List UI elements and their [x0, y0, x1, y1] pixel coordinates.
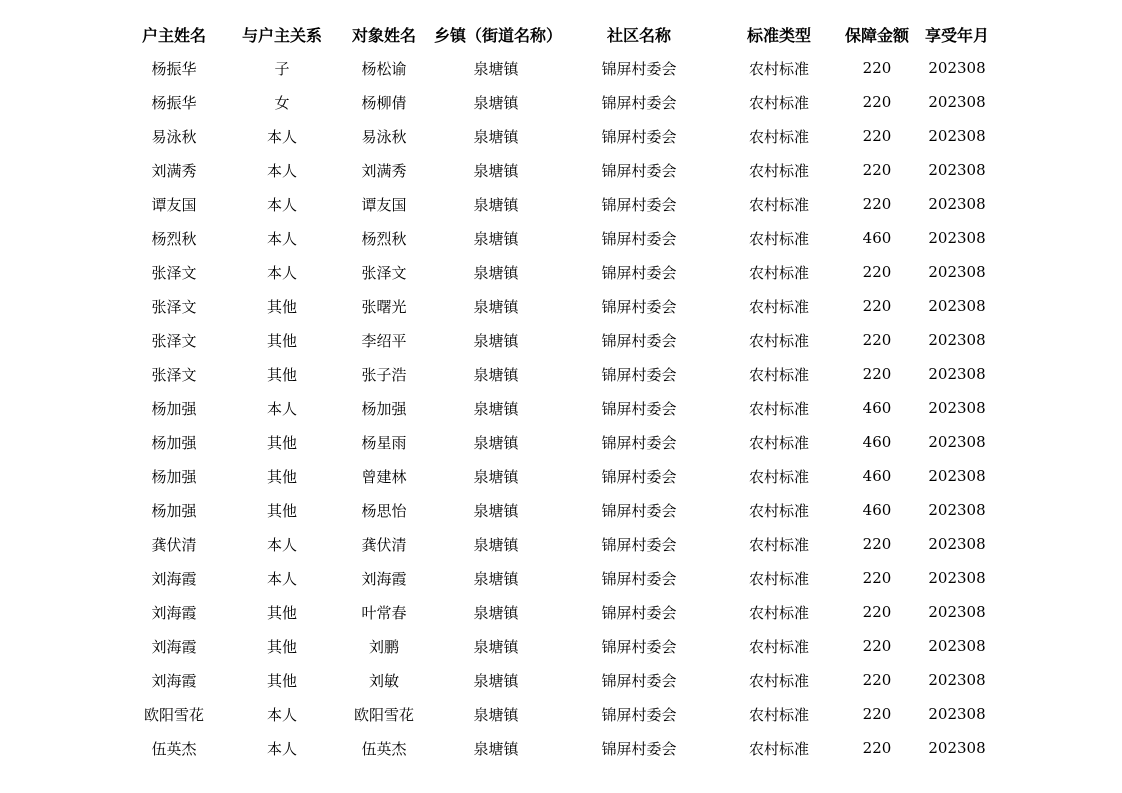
cell-benefit-amount: 220 — [862, 705, 892, 723]
cell-township: 泉塘镇 — [473, 161, 519, 180]
cell-household-head-name: 欧阳雪花 — [143, 705, 204, 724]
cell-recipient-name: 杨思怡 — [361, 501, 407, 520]
cell-township: 泉塘镇 — [473, 501, 519, 520]
cell-community-name: 锦屏村委会 — [601, 739, 677, 758]
cell-benefit-month: 202308 — [928, 365, 986, 383]
cell-benefit-amount: 220 — [862, 297, 892, 315]
cell-recipient-name: 杨松谕 — [361, 59, 407, 78]
cell-township: 泉塘镇 — [473, 59, 519, 78]
cell-township: 泉塘镇 — [473, 569, 519, 588]
cell-benefit-amount: 460 — [862, 501, 892, 519]
cell-township: 泉塘镇 — [473, 399, 519, 418]
cell-township: 泉塘镇 — [473, 297, 519, 316]
header-community-name: 社区名称 — [606, 25, 671, 45]
table-row — [118, 425, 998, 459]
cell-community-name: 锦屏村委会 — [601, 535, 677, 554]
cell-household-head-name: 杨加强 — [151, 433, 197, 452]
cell-community-name: 锦屏村委会 — [601, 93, 677, 112]
cell-benefit-amount: 460 — [862, 433, 892, 451]
cell-standard-type: 农村标准 — [748, 671, 809, 690]
cell-household-head-name: 伍英杰 — [151, 739, 197, 758]
cell-community-name: 锦屏村委会 — [601, 467, 677, 486]
cell-relation-to-head: 本人 — [266, 263, 297, 282]
table-row — [118, 119, 998, 153]
cell-household-head-name: 龚伏清 — [151, 535, 197, 554]
cell-community-name: 锦屏村委会 — [601, 297, 677, 316]
document-page — [118, 17, 998, 765]
cell-benefit-amount: 220 — [862, 59, 892, 77]
cell-relation-to-head: 本人 — [266, 535, 297, 554]
cell-relation-to-head: 本人 — [266, 399, 297, 418]
cell-benefit-amount: 220 — [862, 127, 892, 145]
cell-household-head-name: 张泽文 — [151, 297, 197, 316]
cell-township: 泉塘镇 — [473, 263, 519, 282]
table-row — [118, 561, 998, 595]
cell-benefit-month: 202308 — [928, 263, 986, 281]
cell-household-head-name: 杨加强 — [151, 399, 197, 418]
cell-community-name: 锦屏村委会 — [601, 161, 677, 180]
cell-community-name: 锦屏村委会 — [601, 331, 677, 350]
cell-community-name: 锦屏村委会 — [601, 195, 677, 214]
cell-township: 泉塘镇 — [473, 195, 519, 214]
cell-benefit-amount: 220 — [862, 671, 892, 689]
table-row — [118, 153, 998, 187]
cell-community-name: 锦屏村委会 — [601, 127, 677, 146]
cell-township: 泉塘镇 — [473, 229, 519, 248]
cell-benefit-amount: 220 — [862, 365, 892, 383]
cell-recipient-name: 刘满秀 — [361, 161, 407, 180]
header-household-head-name: 户主姓名 — [141, 25, 206, 45]
cell-standard-type: 农村标准 — [748, 399, 809, 418]
cell-benefit-month: 202308 — [928, 501, 986, 519]
cell-relation-to-head: 本人 — [266, 739, 297, 758]
cell-recipient-name: 刘海霞 — [361, 569, 407, 588]
cell-benefit-month: 202308 — [928, 297, 986, 315]
cell-township: 泉塘镇 — [473, 93, 519, 112]
cell-benefit-amount: 460 — [862, 399, 892, 417]
cell-benefit-month: 202308 — [928, 569, 986, 587]
cell-relation-to-head: 其他 — [266, 637, 297, 656]
header-benefit-amount: 保障金额 — [844, 25, 909, 45]
table-row — [118, 221, 998, 255]
cell-relation-to-head: 其他 — [266, 603, 297, 622]
cell-recipient-name: 杨星雨 — [361, 433, 407, 452]
cell-benefit-month: 202308 — [928, 127, 986, 145]
table-row — [118, 255, 998, 289]
cell-recipient-name: 刘敏 — [368, 671, 399, 690]
cell-relation-to-head: 女 — [274, 93, 290, 112]
cell-benefit-month: 202308 — [928, 93, 986, 111]
cell-household-head-name: 刘海霞 — [151, 637, 197, 656]
cell-benefit-month: 202308 — [928, 739, 986, 757]
cell-community-name: 锦屏村委会 — [601, 671, 677, 690]
cell-household-head-name: 刘海霞 — [151, 569, 197, 588]
cell-benefit-month: 202308 — [928, 161, 986, 179]
cell-standard-type: 农村标准 — [748, 637, 809, 656]
cell-standard-type: 农村标准 — [748, 535, 809, 554]
cell-recipient-name: 欧阳雪花 — [353, 705, 414, 724]
header-township: 乡镇（街道名称） — [434, 25, 563, 45]
cell-household-head-name: 谭友国 — [151, 195, 197, 214]
cell-township: 泉塘镇 — [473, 433, 519, 452]
cell-standard-type: 农村标准 — [748, 569, 809, 588]
cell-community-name: 锦屏村委会 — [601, 399, 677, 418]
cell-standard-type: 农村标准 — [748, 501, 809, 520]
cell-benefit-month: 202308 — [928, 671, 986, 689]
cell-household-head-name: 张泽文 — [151, 331, 197, 350]
cell-community-name: 锦屏村委会 — [601, 263, 677, 282]
cell-community-name: 锦屏村委会 — [601, 637, 677, 656]
cell-benefit-month: 202308 — [928, 705, 986, 723]
cell-household-head-name: 刘海霞 — [151, 603, 197, 622]
cell-benefit-month: 202308 — [928, 59, 986, 77]
cell-household-head-name: 杨加强 — [151, 467, 197, 486]
table-row — [118, 289, 998, 323]
cell-household-head-name: 杨振华 — [151, 93, 197, 112]
cell-recipient-name: 杨烈秋 — [361, 229, 407, 248]
cell-relation-to-head: 其他 — [266, 433, 297, 452]
table-row — [118, 459, 998, 493]
table-row — [118, 731, 998, 765]
cell-benefit-month: 202308 — [928, 603, 986, 621]
cell-relation-to-head: 其他 — [266, 331, 297, 350]
cell-benefit-amount: 220 — [862, 93, 892, 111]
cell-standard-type: 农村标准 — [748, 603, 809, 622]
cell-benefit-amount: 220 — [862, 637, 892, 655]
cell-recipient-name: 李绍平 — [361, 331, 407, 350]
cell-relation-to-head: 本人 — [266, 161, 297, 180]
cell-recipient-name: 张泽文 — [361, 263, 407, 282]
cell-household-head-name: 刘满秀 — [151, 161, 197, 180]
cell-community-name: 锦屏村委会 — [601, 365, 677, 384]
cell-benefit-month: 202308 — [928, 331, 986, 349]
cell-household-head-name: 易泳秋 — [151, 127, 197, 146]
cell-standard-type: 农村标准 — [748, 161, 809, 180]
cell-standard-type: 农村标准 — [748, 467, 809, 486]
cell-recipient-name: 龚伏清 — [361, 535, 407, 554]
table-row — [118, 527, 998, 561]
cell-recipient-name: 刘鹏 — [368, 637, 399, 656]
table-row — [118, 85, 998, 119]
cell-benefit-month: 202308 — [928, 195, 986, 213]
table-row — [118, 323, 998, 357]
assistance-roster-table — [118, 17, 998, 765]
table-row — [118, 51, 998, 85]
cell-relation-to-head: 本人 — [266, 127, 297, 146]
cell-community-name: 锦屏村委会 — [601, 603, 677, 622]
cell-benefit-amount: 460 — [862, 229, 892, 247]
cell-community-name: 锦屏村委会 — [601, 569, 677, 588]
cell-household-head-name: 杨振华 — [151, 59, 197, 78]
cell-relation-to-head: 其他 — [266, 467, 297, 486]
cell-standard-type: 农村标准 — [748, 705, 809, 724]
cell-township: 泉塘镇 — [473, 127, 519, 146]
cell-benefit-amount: 220 — [862, 535, 892, 553]
table-row — [118, 391, 998, 425]
cell-benefit-month: 202308 — [928, 229, 986, 247]
cell-benefit-amount: 220 — [862, 195, 892, 213]
cell-standard-type: 农村标准 — [748, 739, 809, 758]
cell-household-head-name: 张泽文 — [151, 365, 197, 384]
cell-standard-type: 农村标准 — [748, 297, 809, 316]
cell-benefit-amount: 460 — [862, 467, 892, 485]
cell-benefit-amount: 220 — [862, 569, 892, 587]
cell-benefit-amount: 220 — [862, 603, 892, 621]
cell-benefit-month: 202308 — [928, 399, 986, 417]
cell-relation-to-head: 其他 — [266, 365, 297, 384]
cell-household-head-name: 杨烈秋 — [151, 229, 197, 248]
cell-relation-to-head: 本人 — [266, 705, 297, 724]
table-row — [118, 663, 998, 697]
cell-recipient-name: 谭友国 — [361, 195, 407, 214]
cell-recipient-name: 叶常春 — [361, 603, 407, 622]
cell-standard-type: 农村标准 — [748, 365, 809, 384]
header-row — [118, 17, 998, 51]
cell-township: 泉塘镇 — [473, 671, 519, 690]
cell-relation-to-head: 本人 — [266, 195, 297, 214]
cell-benefit-amount: 220 — [862, 263, 892, 281]
cell-relation-to-head: 其他 — [266, 297, 297, 316]
cell-township: 泉塘镇 — [473, 637, 519, 656]
cell-township: 泉塘镇 — [473, 365, 519, 384]
cell-standard-type: 农村标准 — [748, 59, 809, 78]
cell-standard-type: 农村标准 — [748, 433, 809, 452]
table-row — [118, 595, 998, 629]
table-row — [118, 357, 998, 391]
cell-community-name: 锦屏村委会 — [601, 705, 677, 724]
header-benefit-month: 享受年月 — [924, 25, 989, 45]
cell-recipient-name: 张子浩 — [361, 365, 407, 384]
cell-household-head-name: 张泽文 — [151, 263, 197, 282]
cell-standard-type: 农村标准 — [748, 93, 809, 112]
cell-standard-type: 农村标准 — [748, 127, 809, 146]
cell-township: 泉塘镇 — [473, 535, 519, 554]
table-row — [118, 629, 998, 663]
cell-recipient-name: 曾建林 — [361, 467, 407, 486]
cell-benefit-amount: 220 — [862, 331, 892, 349]
cell-township: 泉塘镇 — [473, 705, 519, 724]
cell-standard-type: 农村标准 — [748, 331, 809, 350]
table-row — [118, 697, 998, 731]
cell-benefit-amount: 220 — [862, 161, 892, 179]
cell-recipient-name: 杨柳倩 — [361, 93, 407, 112]
cell-community-name: 锦屏村委会 — [601, 501, 677, 520]
cell-community-name: 锦屏村委会 — [601, 59, 677, 78]
cell-relation-to-head: 本人 — [266, 569, 297, 588]
cell-recipient-name: 张曙光 — [361, 297, 407, 316]
cell-relation-to-head: 本人 — [266, 229, 297, 248]
cell-recipient-name: 伍英杰 — [361, 739, 407, 758]
header-relation-to-head: 与户主关系 — [241, 25, 322, 45]
cell-household-head-name: 刘海霞 — [151, 671, 197, 690]
table-row — [118, 187, 998, 221]
cell-community-name: 锦屏村委会 — [601, 433, 677, 452]
table-body — [118, 51, 998, 765]
cell-township: 泉塘镇 — [473, 739, 519, 758]
header-recipient-name: 对象姓名 — [351, 25, 416, 45]
cell-relation-to-head: 其他 — [266, 671, 297, 690]
cell-standard-type: 农村标准 — [748, 195, 809, 214]
cell-benefit-month: 202308 — [928, 637, 986, 655]
cell-benefit-month: 202308 — [928, 535, 986, 553]
table-header — [118, 17, 998, 51]
cell-household-head-name: 杨加强 — [151, 501, 197, 520]
cell-community-name: 锦屏村委会 — [601, 229, 677, 248]
cell-relation-to-head: 子 — [274, 59, 290, 78]
cell-benefit-amount: 220 — [862, 739, 892, 757]
cell-recipient-name: 易泳秋 — [361, 127, 407, 146]
cell-township: 泉塘镇 — [473, 603, 519, 622]
cell-standard-type: 农村标准 — [748, 229, 809, 248]
cell-benefit-month: 202308 — [928, 467, 986, 485]
cell-township: 泉塘镇 — [473, 467, 519, 486]
cell-recipient-name: 杨加强 — [361, 399, 407, 418]
cell-standard-type: 农村标准 — [748, 263, 809, 282]
cell-relation-to-head: 其他 — [266, 501, 297, 520]
cell-benefit-month: 202308 — [928, 433, 986, 451]
cell-township: 泉塘镇 — [473, 331, 519, 350]
table-row — [118, 493, 998, 527]
header-standard-type: 标准类型 — [746, 25, 811, 45]
